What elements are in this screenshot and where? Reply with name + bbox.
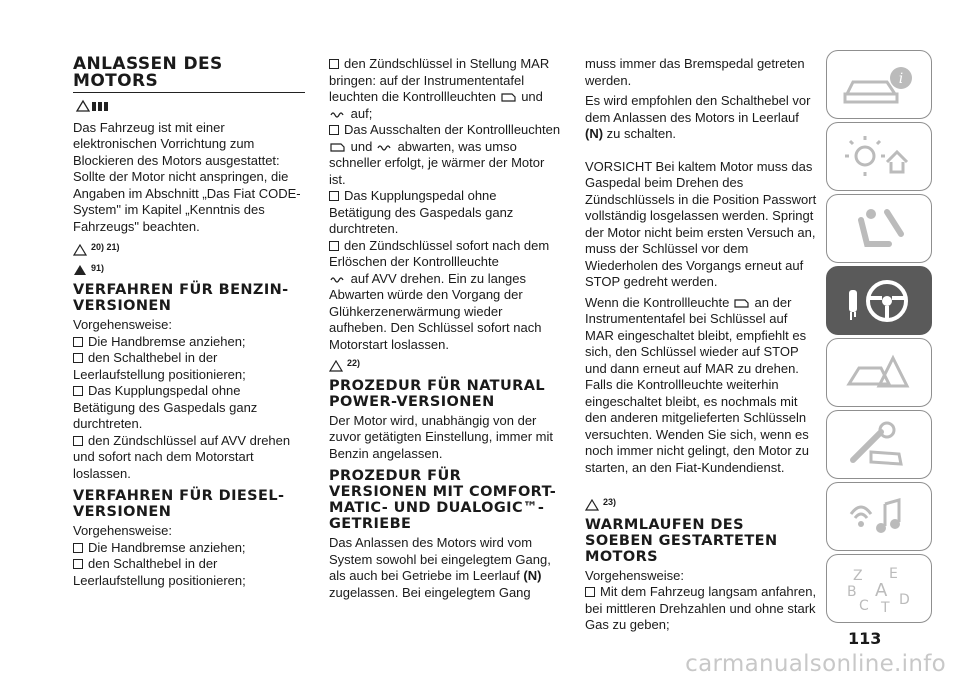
warning-lamp-text: Wenn die Kontrollleuchte an der Instrumententafel bei Schlüssel auf MAR eingeschaltet bleibt, empfiehlt es sich, den Schlüssel wieder auf STOP und dann erneut auf MAR zu drehen. Falls die Kontrollleuchte weiterhin eingeschaltet bleibt, es nochmals mit den anderen mitgelieferten Schlüsseln versuchten. Wenden Sie sich, wenn es noch immer nicht gelingt, den Motor zu starten, an den Fiat-Kundendienst. [585,294,809,475]
comfort-text: Das Anlassen des Motors wird vom System sowohl bei eingelegtem Gang, als auch bei Getriebe im Leerlauf (N) zugelassen. Bei eingelegtem Gang [329,535,551,600]
heading-comfort-matic: PROZEDUR FÜR VERSIONEN MIT COMFORT-MATIC- UND DUALOGIC™-GETRIEBE [329,468,557,532]
checkbox-icon [329,191,339,201]
glow-plug-icon [329,275,347,285]
list-item: Das Kupplungspedal ohne Betätigung des Gaspedals ganz durchtreten. [73,383,258,431]
tab-index[interactable] [826,554,932,623]
list-item: den Schalthebel in der Leerlaufstellung positionieren; [73,556,246,588]
tab-multimedia[interactable] [826,482,932,551]
chapter-sidebar [826,50,934,626]
warning-triangle-icon [73,244,87,256]
step-wait: Das Ausschalten der Kontrollleuchten und abwarten, was umso schneller erfolgt, je wärmer der Motor ist. [329,122,561,187]
seat-airbag-icon [841,204,917,254]
ref-number: 91) [91,262,105,273]
index-letter: E [889,565,898,582]
dashboard-lights-icon [841,132,917,182]
immobilizer-icon [75,99,305,118]
warning-triangle-icon [585,499,599,511]
index-letter: T [881,599,890,614]
checkbox-icon [585,587,595,597]
reference-warning: 22) [329,355,561,372]
heading-diesel: VERFAHREN FÜR DIESEL-VERSIONEN [73,488,285,520]
index-letter: Z [853,567,863,584]
benzin-steps [73,334,305,483]
list-item: Die Handbremse anziehen; [73,540,305,557]
diesel-steps [73,540,305,590]
step-mar: den Zündschlüssel in Stellung MAR bringen: auf der Instrumententafel leuchten die Kontrollleuchten und auf; [329,56,550,121]
caution-text: VORSICHT Bei kaltem Motor muss das Gaspedal beim Drehen des Zündschlüssels in die Position Passwort vollständig losgelassen werden. Springt der Motor nicht beim ersten Versuch an, muss der Schlüssel vor dem Wiederholen des Vorgangs erneut auf STOP gedreht werden. [585,158,817,289]
brake-text: muss immer das Bremspedal getreten werden. [585,56,805,88]
heading-benzin: VERFAHREN FÜR BENZIN-VERSIONEN [73,282,289,314]
neutral-advice: Es wird empfohlen den Schalthebel vor dem Anlassen des Motors in Leerlauf (N) zu schalten. [585,93,811,141]
checkbox-icon [73,436,83,446]
engine-warning-icon [329,141,347,153]
reference-warning: 23) [585,494,817,511]
diesel-lead: Vorgehensweise: [73,523,173,538]
list-item: den Schalthebel in der Leerlaufstellung positionieren; [73,350,246,382]
caution-triangle-icon [73,264,87,276]
tab-emergency[interactable] [826,338,932,407]
intro-text: Das Fahrzeug ist mit einer elektronischen Vorrichtung zum Blockieren des Motors ausgestattet: Sollte der Motor nicht anspringen, die Angaben im Abschnitt „Das Fiat CODE-System" im Kapitel „Kenntnis des Fahrzeugs" beachten. [73,119,301,234]
warm-step: Mit dem Fahrzeug langsam anfahren, bei mittleren Drehzahlen und ohne stark Gas zu geben; [585,584,817,632]
checkbox-icon [73,543,83,553]
wrench-service-icon [841,420,917,470]
checkbox-icon [329,59,339,69]
list-item: Die Handbremse anziehen; [73,334,305,351]
multimedia-icon [841,492,917,542]
step-clutch: Das Kupplungspedal ohne Betätigung des Gaspedals ganz durchtreten. [329,188,514,236]
heading-natural-power: PROZEDUR FÜR NATURAL POWER-VERSIONEN [329,377,545,410]
steering-key-icon [841,276,917,326]
step-avv: den Zündschlüssel sofort nach dem Erlöschen der Kontrollleuchte auf AVV drehen. Ein zu langes Abwarten würde den Vorgang der Glühkerzenerwärmung wieder aufheben. Den Schlüssel sofort nach Motorstart loslassen. [329,237,550,352]
index-letters-icon [841,564,917,614]
checkbox-icon [73,353,83,363]
index-letter: D [899,591,910,608]
tab-maintenance[interactable] [826,410,932,479]
tab-car-info[interactable] [826,50,932,119]
column-1 [73,56,305,589]
benzin-lead: Vorgehensweise: [73,317,173,332]
column-3 [585,56,817,634]
engine-warning-icon [500,91,518,103]
engine-warning-icon [733,297,751,309]
tab-starting-driving[interactable] [826,266,932,335]
column-2 [329,56,561,605]
warning-triangle-icon [329,360,343,372]
reference-caution [73,260,305,277]
ref-numbers: 20) 21) [91,242,120,252]
glow-plug-icon [329,110,347,120]
index-letter: C [859,597,869,614]
tab-safety[interactable] [826,194,932,263]
page-number: 113 [848,629,882,648]
checkbox-icon [73,386,83,396]
checkbox-icon [73,337,83,347]
list-item: den Zündschlüssel auf AVV drehen und sofort nach dem Motorstart loslassen. [73,432,291,481]
watermark: carmanualsonline.info [685,651,946,677]
index-letter: B [847,583,857,600]
heading-warm-up: WARMLAUFEN DES SOEBEN GESTARTETEN MOTORS [585,516,778,565]
natural-text: Der Motor wird, unabhängig von der zuvor getätigten Einstellung, immer mit Benzin angelassen. [329,412,553,461]
checkbox-icon [329,241,339,251]
section-title: ANLASSEN DES MOTORS [73,56,305,93]
car-info-icon [841,60,917,110]
svg-text:i: i [898,70,904,87]
crash-warning-icon [841,348,917,398]
tab-dashboard[interactable] [826,122,932,191]
index-letter: A [875,579,888,601]
checkbox-icon [73,559,83,569]
glow-plug-icon [376,143,394,153]
warm-lead: Vorgehensweise: [585,567,685,583]
reference-warnings [73,239,305,256]
checkbox-icon [329,125,339,135]
